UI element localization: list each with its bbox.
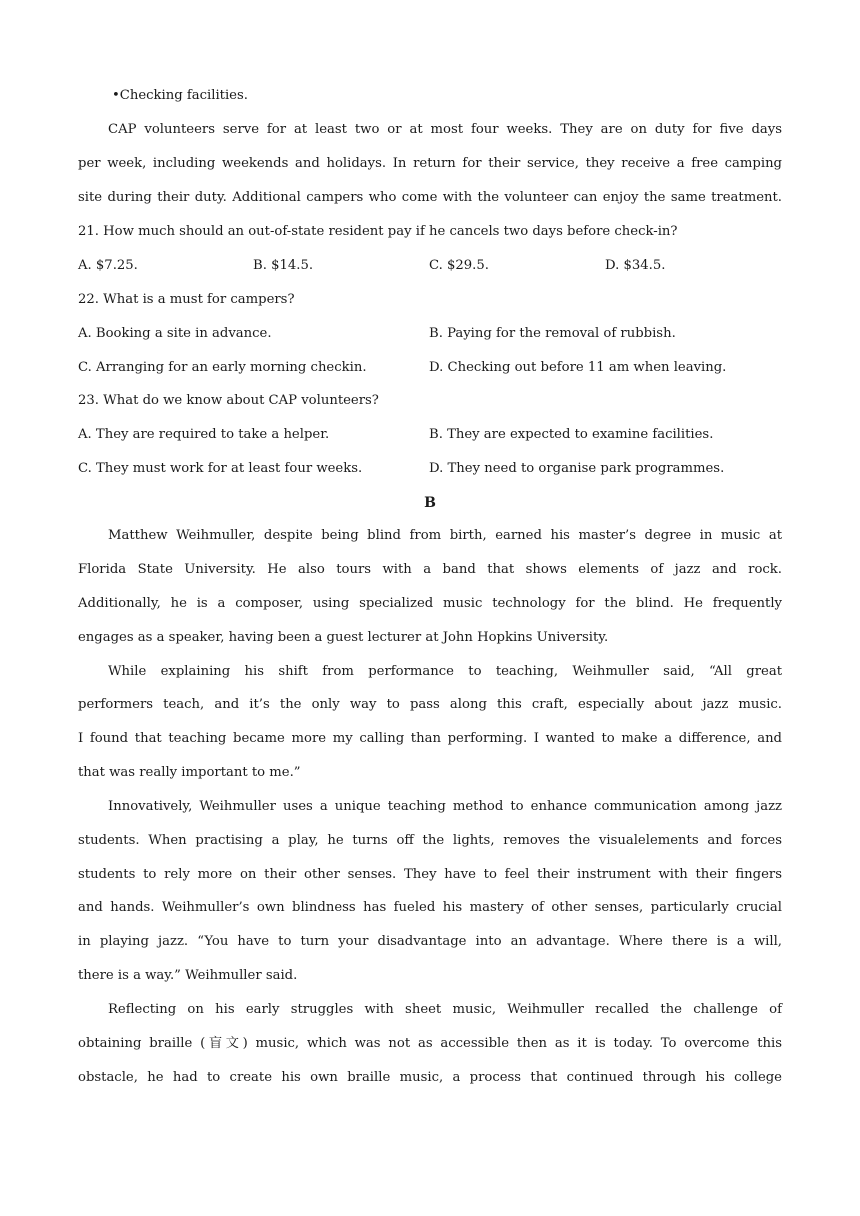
- question-22-option-b: B. Paying for the removal of rubbish.: [429, 326, 676, 341]
- question-23-stem: 23. What do we know about CAP volunteers?: [78, 393, 379, 408]
- passage-line: and hands. Weihmuller’s own blindness has fueled his mastery of other senses, particularly crucial: [78, 900, 782, 915]
- cap-paragraph-line: per week, including weekends and holidays. In return for their service, they receive a free camping: [78, 156, 782, 171]
- question-23-option-b: B. They are expected to examine facilities.: [429, 427, 714, 442]
- section-b-heading: B: [424, 495, 436, 511]
- question-21-option-a: A. $7.25.: [78, 258, 138, 273]
- question-21-stem: 21. How much should an out-of-state resident pay if he cancels two days before check-in?: [78, 224, 678, 239]
- passage-line: performers teach, and it’s the only way to pass along this craft, especially about jazz music.: [78, 697, 782, 712]
- question-22-option-c: C. Arranging for an early morning checkin.: [78, 360, 367, 375]
- question-21-option-d: D. $34.5.: [605, 258, 666, 273]
- cap-paragraph-line: CAP volunteers serve for at least two or at most four weeks. They are on duty for five days: [108, 122, 782, 137]
- question-23-option-d: D. They need to organise park programmes.: [429, 461, 725, 476]
- passage-line: obstacle, he had to create his own braille music, a process that continued through his college: [78, 1070, 782, 1085]
- cap-paragraph-line: site during their duty. Additional campers who come with the volunteer can enjoy the same treatment.: [78, 190, 782, 205]
- passage-line: Innovatively, Weihmuller uses a unique teaching method to enhance communication among jazz: [108, 799, 782, 814]
- passage-line: While explaining his shift from performance to teaching, Weihmuller said, “All great: [108, 664, 782, 679]
- passage-line: Florida State University. He also tours with a band that shows elements of jazz and rock.: [78, 562, 782, 577]
- passage-line: Matthew Weihmuller, despite being blind from birth, earned his master’s degree in music at: [108, 528, 782, 543]
- passage-line: obtaining braille (盲文) music, which was not as accessible then as it is today. To overcome this: [78, 1036, 782, 1051]
- question-23-option-c: C. They must work for at least four weeks.: [78, 461, 363, 476]
- passage-line: that was really important to me.”: [78, 765, 301, 780]
- passage-line: engages as a speaker, having been a guest lecturer at John Hopkins University.: [78, 630, 609, 645]
- question-22-stem: 22. What is a must for campers?: [78, 292, 295, 307]
- passage-line: Reflecting on his early struggles with sheet music, Weihmuller recalled the challenge of: [108, 1002, 782, 1017]
- passage-line: students. When practising a play, he turns off the lights, removes the visualelements and forces: [78, 833, 782, 848]
- bullet-item-checking-facilities: •Checking facilities.: [112, 88, 248, 103]
- question-22-option-a: A. Booking a site in advance.: [78, 326, 272, 341]
- passage-line: students to rely more on their other senses. They have to feel their instrument with their fingers: [78, 867, 782, 882]
- question-21-option-c: C. $29.5.: [429, 258, 489, 273]
- passage-line: Additionally, he is a composer, using specialized music technology for the blind. He frequently: [78, 596, 782, 611]
- passage-line: I found that teaching became more my calling than performing. I wanted to make a difference, and: [78, 731, 782, 746]
- question-23-option-a: A. They are required to take a helper.: [78, 427, 330, 442]
- question-21-option-b: B. $14.5.: [253, 258, 314, 273]
- question-22-option-d: D. Checking out before 11 am when leaving.: [429, 360, 727, 375]
- passage-line: there is a way.” Weihmuller said.: [78, 968, 298, 983]
- passage-line: in playing jazz. “You have to turn your disadvantage into an advantage. Where there is a will,: [78, 934, 782, 949]
